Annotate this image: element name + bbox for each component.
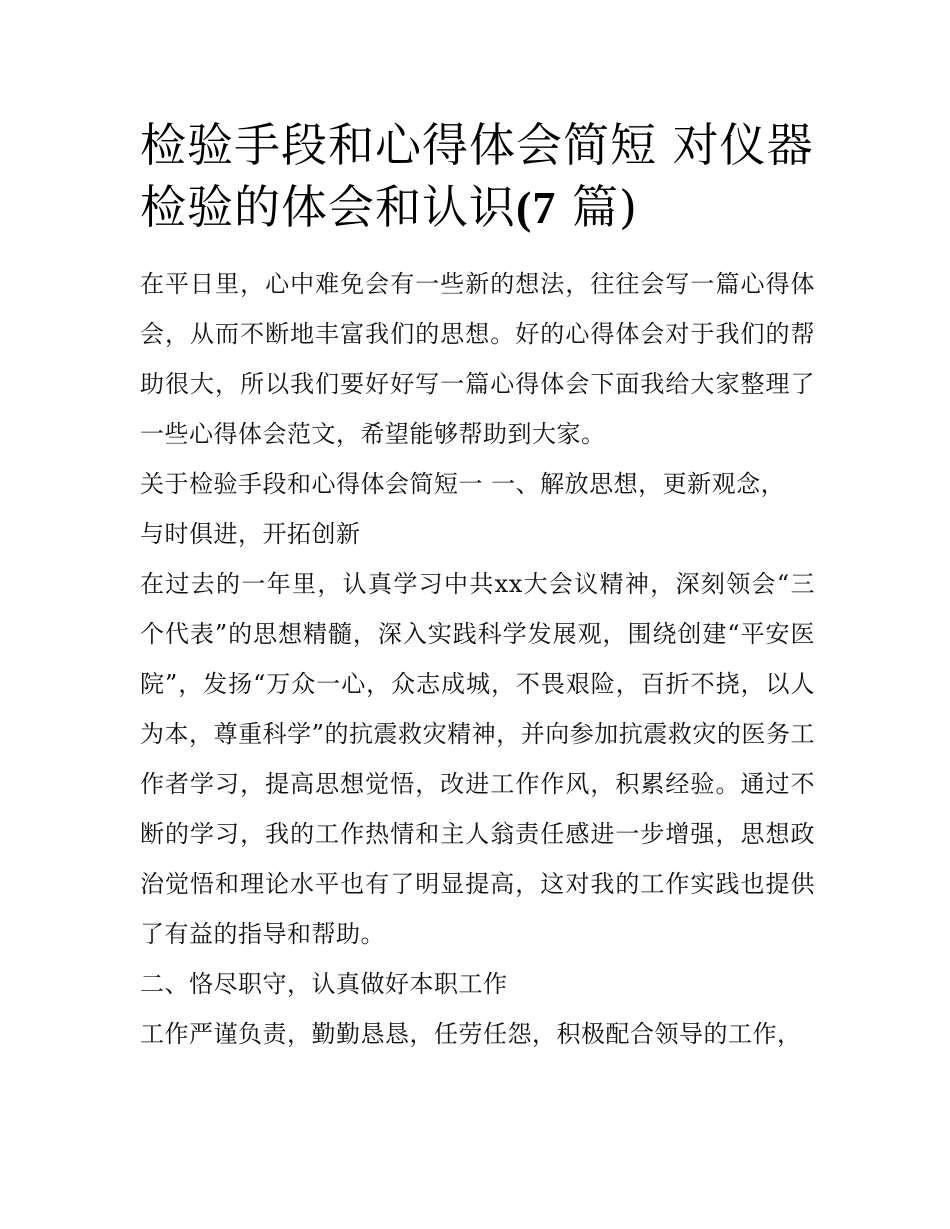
document-title (140, 114, 815, 239)
document-content (140, 114, 815, 1059)
title-count: (7 (516, 182, 557, 233)
title-suffix: 篇) (556, 180, 638, 234)
intro-paragraph: 在平日里，心中难免会有一些新的想法，往往会写一篇心得体会，从而不断地丰富我们的思想。好的心得体会对于我们的帮助很大，所以我们要好好写一篇心得体会下面我给大家整理了一些心得体会范文，希望能够帮助到大家。 (140, 270, 815, 448)
section2-heading: 二、恪尽职守，认真做好本职工作 (140, 970, 508, 998)
section1-heading-line1: 关于检验手段和心得体会简短一 一、解放思想，更新观念， (140, 470, 786, 498)
section1-body: 在过去的一年里，认真学习中共xx大会议精神，深刻领会“三个代表”的思想精髓，深入实践科学发展观，围绕创建“平安医院”，发扬“万众一心，众志成城，不畏艰险，百折不挠，以人为本，尊重科学”的抗震救灾精神，并向参加抗震救灾的医务工作者学习，提高思想觉悟，改进工作作风，积累经验。通过不断的学习，我的工作热情和主人翁责任感进一步增强，思想政治觉悟和理论水平也有了明显提高，这对我的工作实践也提供了有益的指导和帮助。 (140, 570, 815, 948)
section1-heading-line2: 与时俱进，开拓创新 (140, 520, 361, 548)
section2-body: 工作严谨负责，勤勤恳恳，任劳任怨，积极配合领导的工作， (140, 1020, 802, 1048)
title-text: 检验手段和心得体会简短 对仪器检验的体会和认识 (140, 118, 814, 234)
